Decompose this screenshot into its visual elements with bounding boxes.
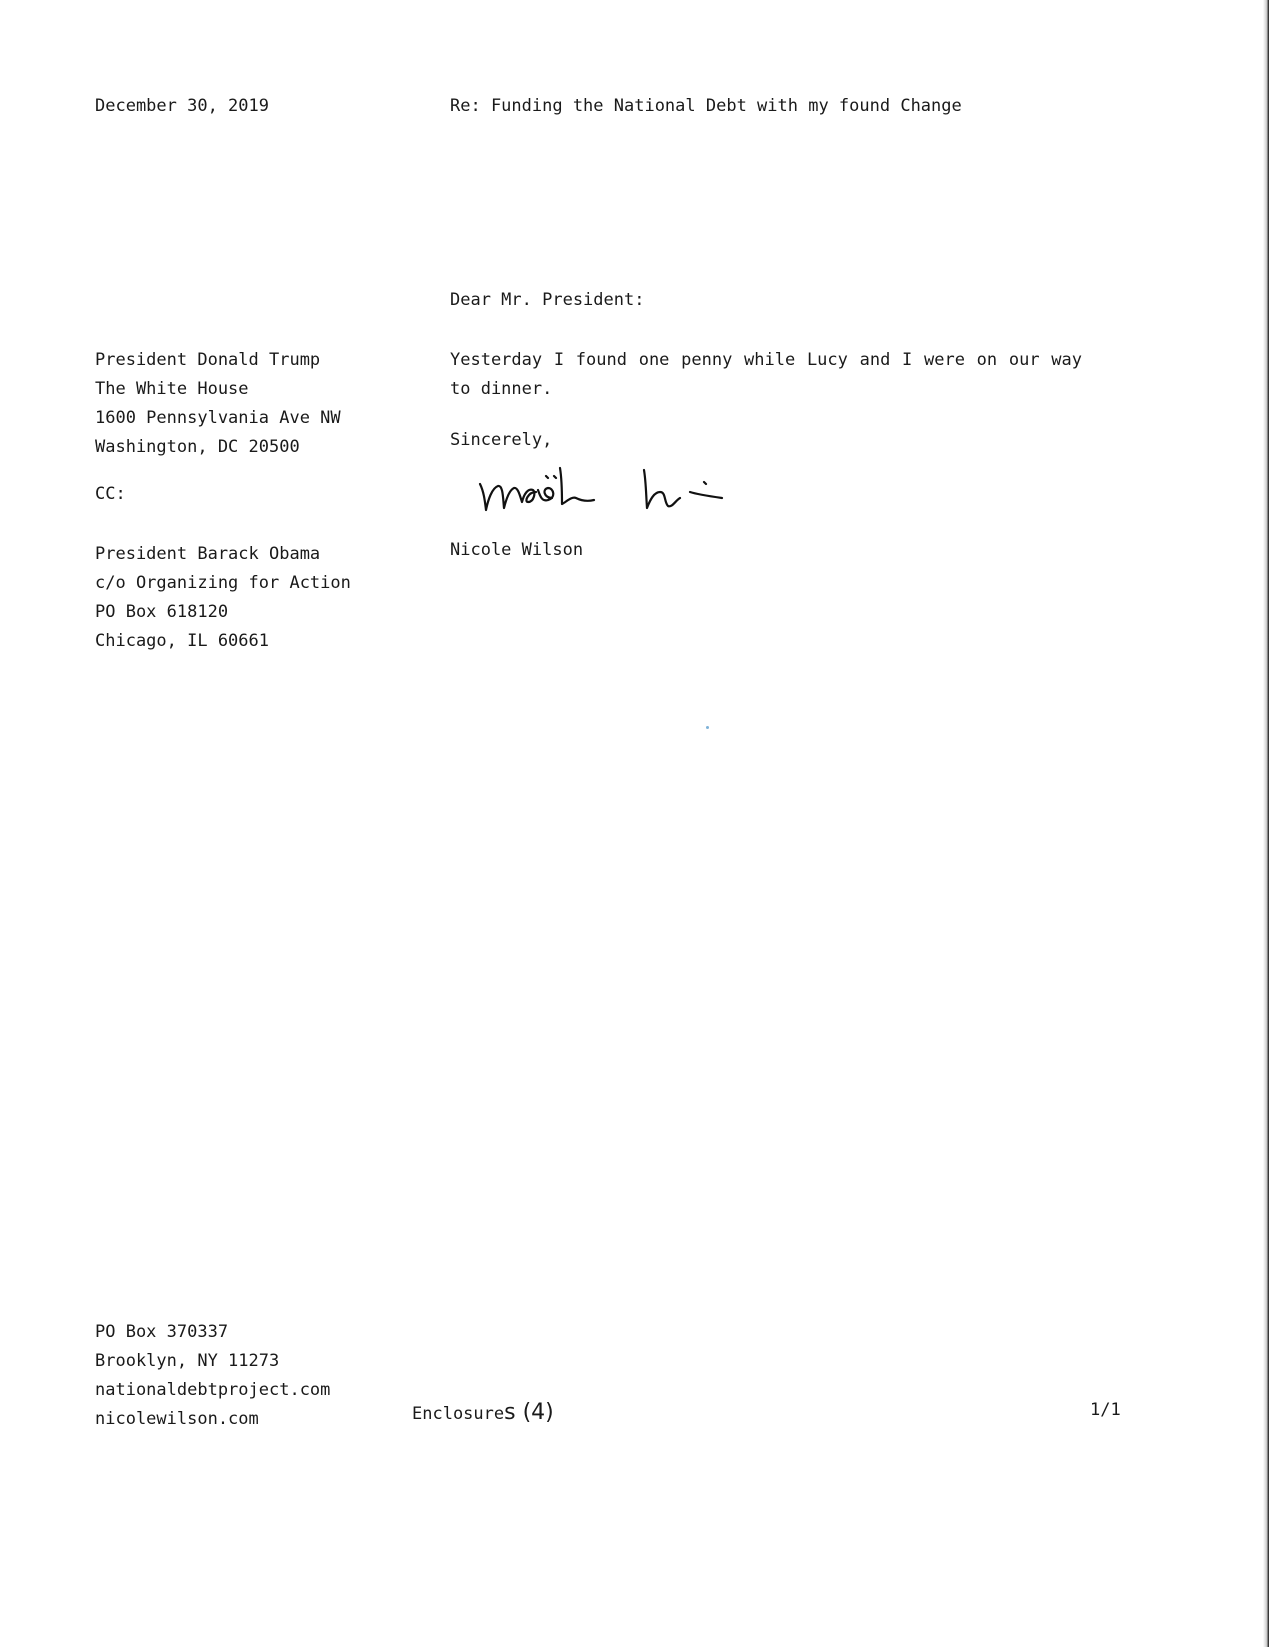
cc-label: CC:	[95, 484, 126, 504]
footer-website: nicolewilson.com	[95, 1409, 259, 1429]
footer-address-line: PO Box 370337	[95, 1322, 229, 1342]
handwritten-signature	[476, 462, 736, 524]
footer-website: nationaldebtproject.com	[95, 1380, 331, 1400]
letter-body: Yesterday I found one penny while Lucy and I were on our way to dinner.	[450, 350, 1082, 399]
recipient-address-line: 1600 Pennsylvania Ave NW	[95, 408, 341, 428]
cc-name: President Barack Obama	[95, 544, 321, 564]
cc-address-line: PO Box 618120	[95, 602, 229, 622]
closing: Sincerely,	[450, 430, 553, 450]
scan-speck	[706, 726, 709, 729]
letter-date: December 30, 2019	[95, 96, 269, 116]
signer-name: Nicole Wilson	[450, 540, 584, 560]
footer-address	[95, 1318, 330, 1434]
recipient-address	[95, 346, 341, 462]
enclosures-handwritten: s (4)	[504, 1400, 554, 1425]
scan-edge	[1263, 0, 1269, 1647]
cc-address-line: c/o Organizing for Action	[95, 573, 351, 593]
cc-address	[95, 540, 351, 656]
salutation: Dear Mr. President:	[450, 290, 645, 310]
footer-address-line: Brooklyn, NY 11273	[95, 1351, 280, 1371]
enclosures-typed: Enclosure	[412, 1404, 505, 1424]
cc-address-line: Chicago, IL 60661	[95, 631, 269, 651]
recipient-name: President Donald Trump	[95, 350, 321, 370]
recipient-address-line: The White House	[95, 379, 249, 399]
page-number: 1/1	[1090, 1400, 1121, 1420]
letter-subject: Re: Funding the National Debt with my found Change	[450, 96, 962, 116]
enclosures-note	[412, 1400, 554, 1425]
recipient-address-line: Washington, DC 20500	[95, 437, 300, 457]
